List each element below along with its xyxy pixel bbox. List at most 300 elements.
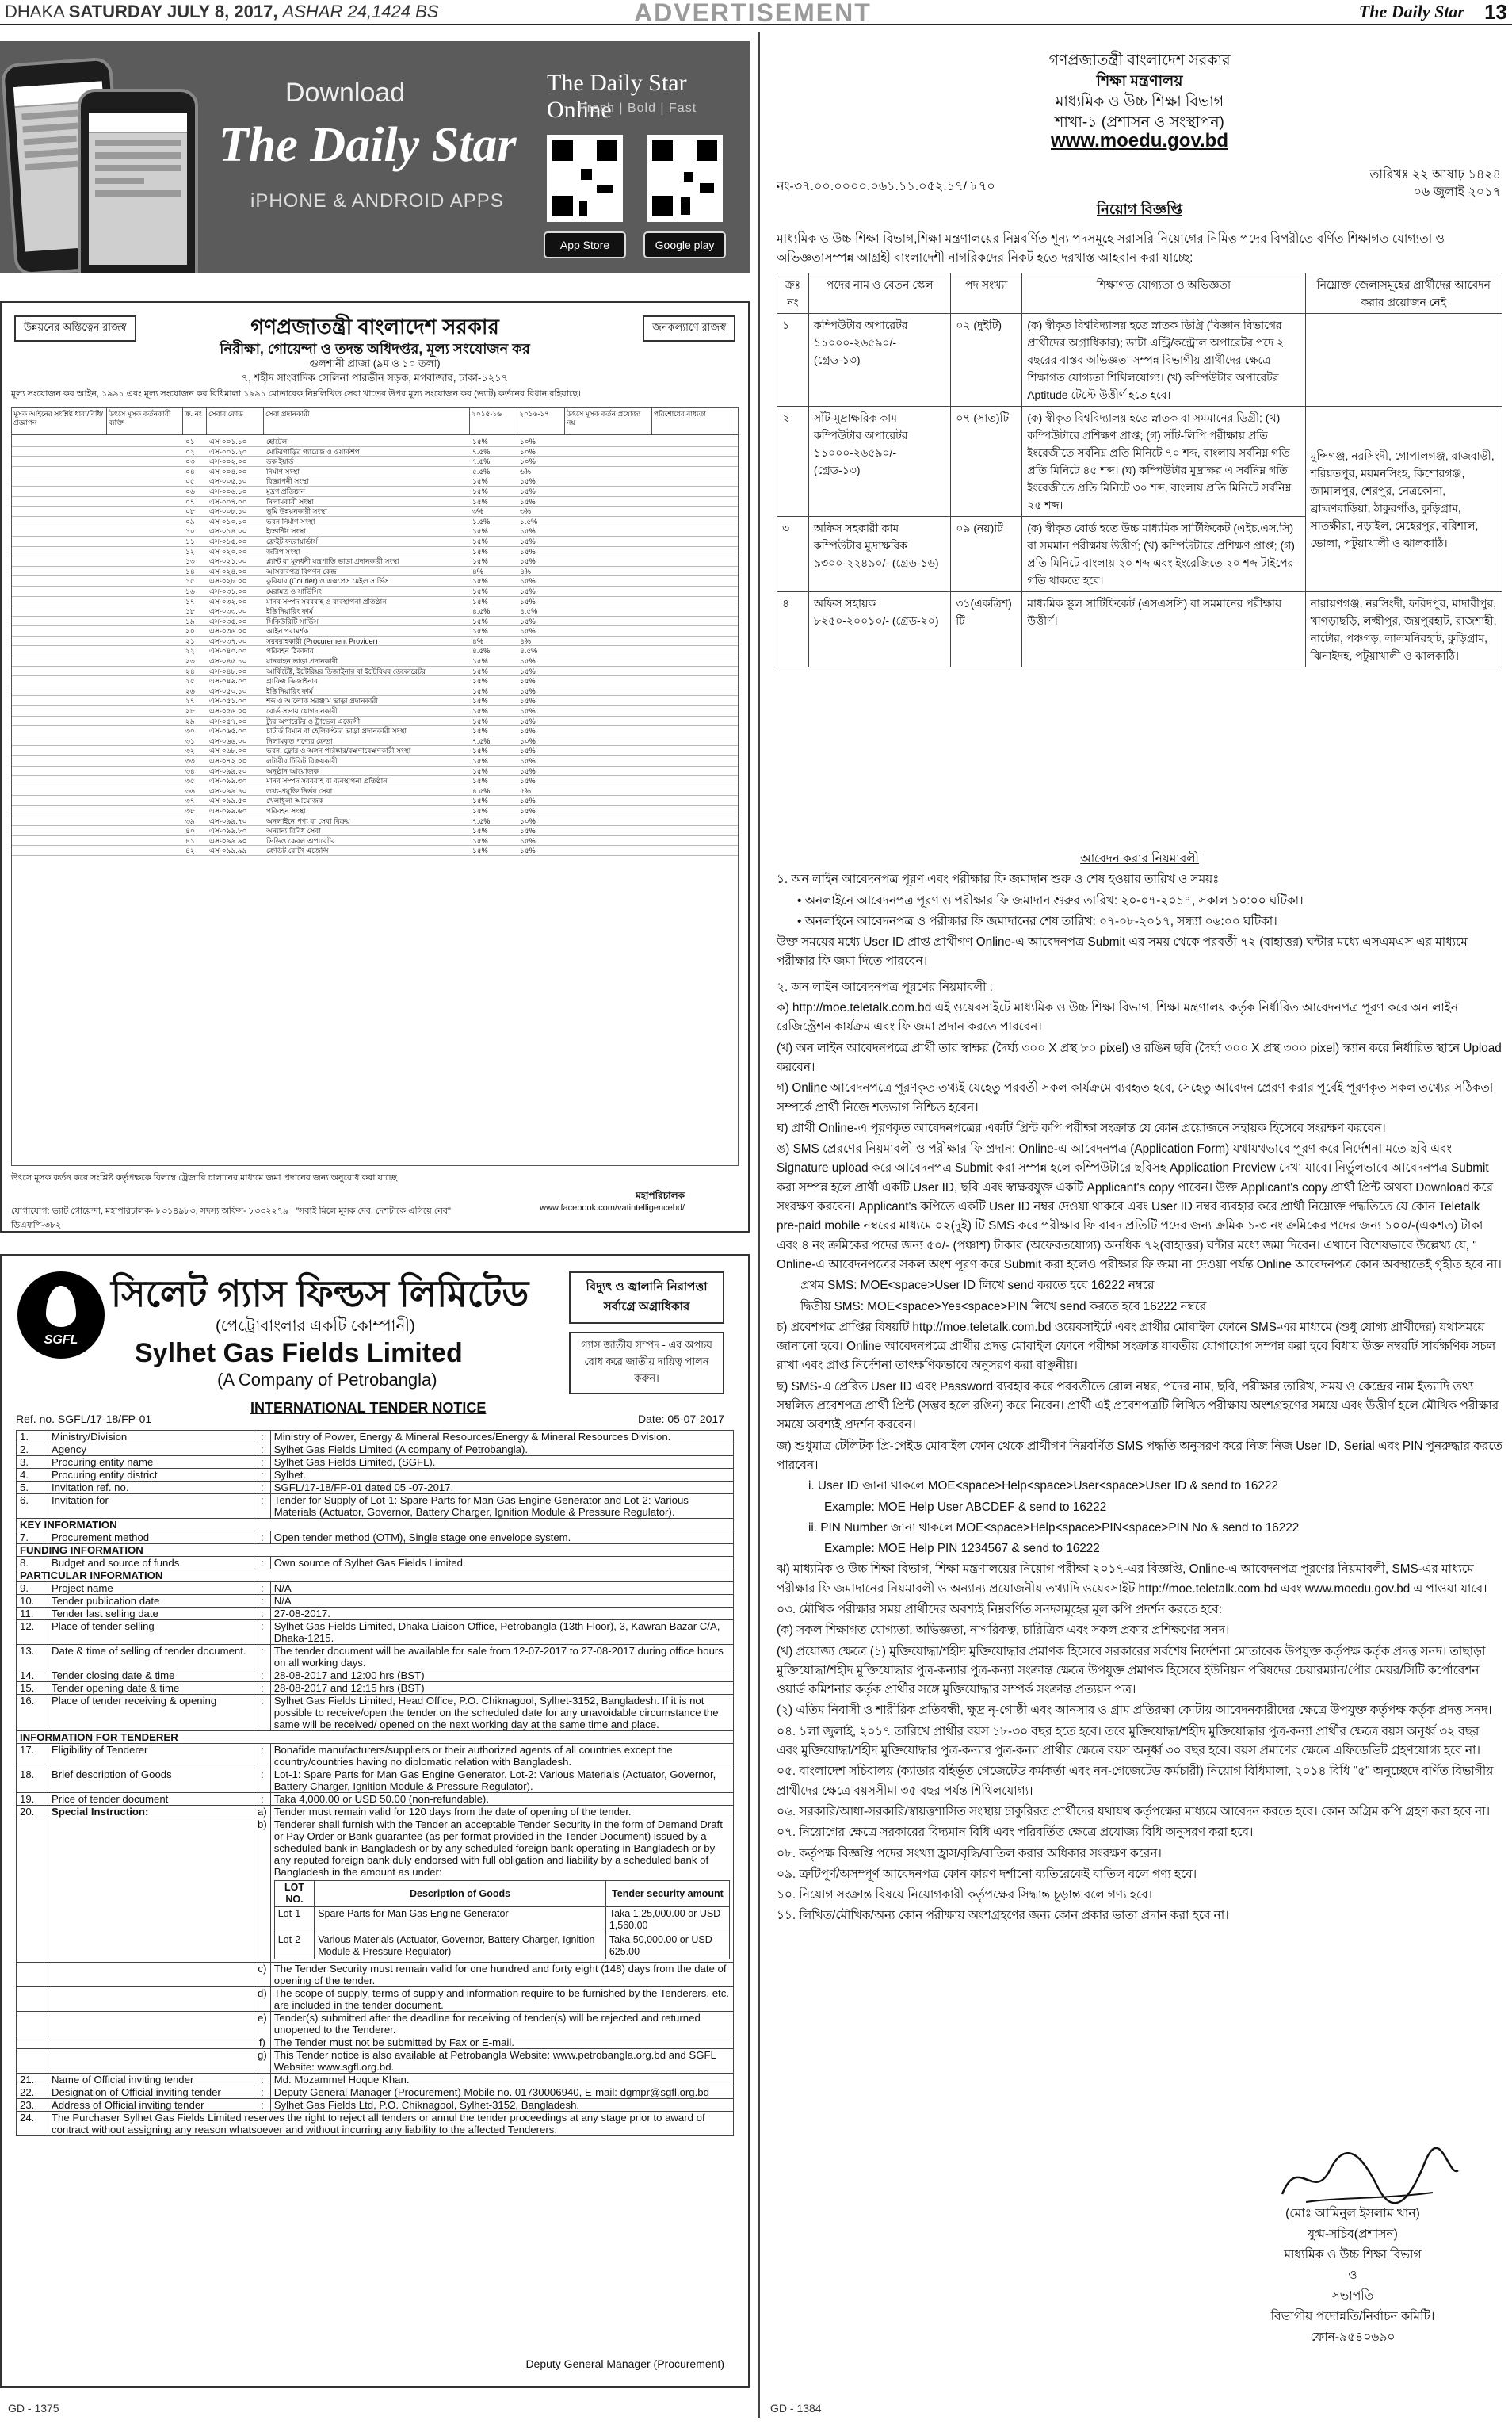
table-row — [17, 1744, 734, 1768]
column-divider — [758, 32, 760, 2418]
app-store-button[interactable]: App Store — [544, 231, 626, 258]
section-title: PARTICULAR INFORMATION — [17, 1569, 734, 1582]
table-row — [12, 846, 738, 856]
table-cell: এস-০৩২.০০ — [209, 597, 247, 606]
table-cell: ৪.৫% — [472, 647, 491, 656]
section-row — [17, 1544, 734, 1557]
table-row — [17, 1531, 734, 1544]
table-row — [12, 587, 738, 597]
row-label: Brief description of Goods — [48, 1768, 254, 1793]
page-number: 13 — [1484, 0, 1507, 24]
table-row — [12, 637, 738, 647]
table-cell: ১০% — [520, 438, 536, 445]
row-label: Place of tender selling — [48, 1620, 254, 1645]
table-cell: ০৯ — [185, 517, 195, 526]
row-label: Address of Official inviting tender — [48, 2099, 254, 2112]
table-row — [12, 556, 738, 567]
row-number: 21. — [17, 2074, 48, 2086]
section-title: FUNDING INFORMATION — [17, 1544, 734, 1557]
lot-row — [274, 1933, 729, 1959]
vat-column-header: মূসক আইনের সংশ্লিষ্ট ধারা/বিধি/প্রজ্ঞাপন — [12, 408, 107, 434]
table-cell: ১৫% — [520, 557, 536, 566]
rule-2j: জ) শুধুমাত্র টেলিটক প্রি-পেইড মোবাইল ফোন থেকে প্রার্থীগণ নিম্নবর্ণিত SMS পদ্ধতি অনুসরণ করে নিজ নিজ User ID, Serial এবং PIN পুনরুদ্ধার করতে পারবেন। — [777, 1439, 1502, 1472]
table-cell: ১৫% — [472, 717, 488, 725]
table-cell: ০৮ — [185, 507, 195, 516]
table-cell: ১৫% — [472, 627, 488, 636]
row-number: 20. — [17, 1806, 48, 1818]
table-cell: ১৫% — [472, 806, 488, 815]
row-label: Name of Official inviting tender — [48, 2074, 254, 2086]
row-number: 3. — [17, 1456, 48, 1469]
table-cell: ৩৯ — [185, 816, 195, 825]
table-cell: ৭.৫% — [472, 457, 491, 466]
row-number: 19. — [17, 1793, 48, 1806]
table-cell: যানবাহন ভাড়া প্রদানকারী — [266, 657, 338, 666]
daily-star-app-promo[interactable] — [0, 41, 750, 273]
lot-cell: Taka 50,000.00 or USD 625.00 — [605, 1933, 729, 1959]
table-cell: ০১ — [185, 438, 195, 445]
lot-cell: Lot-1 — [274, 1907, 314, 1933]
sgfl-slogan-2: গ্যাস জাতীয় সম্পদ - এর অপচয় রোধ করে জাতীয় দায়িত্ব পালন করুন। — [569, 1332, 724, 1394]
row-value: Sylhet. — [270, 1469, 733, 1482]
row-value: Tenderer shall furnish with the Tender an acceptable Tender Security in the form of Demand Draft or Pay Order or Bank guarantee (as per format provided in the Tender Document) issued by a scheduled bank in Bangladesh or by any scheduled foreign bank operating in Bangladesh or by any reputed foreign bank duly endorsed with full obligation and liability by a scheduled bank of Bangladesh in the amount as under: LOT NO. Description of Goods Tender security amount Lot-1 Spare Parts for Man Gas Engine Generator Taka 1,25,000.00 or USD 1,560.00 Lot-2 Various Materials (Actuator, Governor, Battery Charger, Ignition Module & Pressure Regulator) Taka 50,000.00 or USD 625.00 — [270, 1818, 733, 1963]
table-cell: ৩% — [472, 507, 483, 516]
rule-11: ১১. লিখিত/মৌখিক/অন্য কোন পরীক্ষায় অংশগ্রহণের জন্য কোন প্রকার ভাতা প্রদান করা হবে না। — [777, 1909, 1229, 1923]
table-cell: কুরিয়ার (Courier) ও এক্সপ্রেস মেইল সার্ভিস — [266, 577, 389, 586]
table-cell: অন্যান্য বিবিধ সেবা — [266, 827, 321, 835]
table-cell: ১৫% — [472, 686, 488, 695]
table-row — [12, 667, 738, 677]
row-value: Deputy General Manager (Procurement) Mobile no. 01730006940, E-mail: dgmpr@sgfl.org.bd — [270, 2086, 733, 2099]
table-cell: ১৮ — [185, 607, 195, 616]
table-cell: ১৫% — [520, 617, 536, 625]
table-row — [17, 2112, 734, 2136]
table-cell: এস-০৯৯.৫০ — [209, 797, 247, 805]
row-spacer — [12, 736, 183, 746]
table-row — [12, 706, 738, 717]
table-cell: এস-০৯৯.৯০ — [209, 836, 247, 845]
table-cell: ভূমি উন্নয়নকারী সংস্থা — [266, 507, 327, 516]
row-number: 6. — [17, 1494, 48, 1519]
row-label: Agency — [48, 1443, 254, 1456]
moedu-date: তারিখঃ ২২ আষাঢ় ১৪২৪ ০৬ জুলাই ২০১৭ — [1369, 168, 1501, 199]
table-cell: অনুষ্ঠান আয়োজক — [266, 767, 319, 775]
row-value: The tender document will be available for sale from 12-07-2017 to 27-08-2017 during office hours on all working days. — [270, 1645, 733, 1669]
table-cell: ০২ — [185, 447, 195, 456]
table-cell: ০৪ — [185, 467, 195, 476]
phone-image — [78, 89, 198, 273]
table-row — [17, 1793, 734, 1806]
table-cell: এস-০৩৭.০০ — [209, 637, 247, 645]
row-number: 23. — [17, 2099, 48, 2112]
table-cell: ভবন, ফ্লোর ও অঙ্গন পরিষ্কার/রক্ষণাবেক্ষণকারী সংস্থা — [266, 747, 411, 755]
vat-table-header — [12, 408, 738, 435]
row-sep: : — [254, 1620, 271, 1645]
table-cell: ১৫% — [472, 497, 488, 506]
table-row — [17, 1595, 734, 1608]
row-label: Budget and source of funds — [48, 1557, 254, 1569]
table-row — [17, 1963, 734, 1987]
table-cell: ১৫% — [472, 747, 488, 755]
job-row — [777, 592, 1502, 667]
table-row — [12, 686, 738, 697]
table-cell: ১৫% — [472, 657, 488, 666]
table-cell: ১৫% — [472, 438, 488, 445]
row-sep: : — [254, 1595, 271, 1608]
lot-row — [274, 1907, 729, 1933]
table-cell: আসবাবপত্র বিপণন কেন্দ্র — [266, 567, 337, 575]
table-row — [12, 597, 738, 607]
table-row — [17, 1669, 734, 1682]
row-number: 12. — [17, 1620, 48, 1645]
table-row — [12, 537, 738, 547]
table-cell: আর্কিটেক্ট, ইন্টেরিয়র ডিজাইনার বা ইন্টেরিয়র ডেকোরেটর — [266, 667, 426, 675]
moedu-h2: শিক্ষা মন্ত্রণালয় — [1096, 73, 1183, 90]
table-cell: ১০ — [185, 527, 195, 536]
table-row — [12, 796, 738, 806]
table-cell: এস-০৪৯.০০ — [209, 677, 247, 686]
job-cell: ৩ — [777, 517, 809, 592]
table-cell: ১৫% — [520, 597, 536, 606]
table-row — [12, 806, 738, 816]
table-cell: ৪.৫% — [472, 607, 491, 616]
table-cell: ১৫% — [472, 757, 488, 765]
table-cell: এস-০৩৬.০০ — [209, 627, 247, 636]
vat-column-header: ২০১৬-১৭ — [517, 408, 565, 434]
vat-table — [11, 407, 739, 1166]
job-row — [777, 314, 1502, 407]
row-label: Price of tender document — [48, 1793, 254, 1806]
job-cell: অফিস সহায়ক ৮২৫০-২০০১০/- (গ্রেড-২০) — [808, 592, 950, 667]
row-number: 17. — [17, 1744, 48, 1768]
row-sep: : — [254, 1669, 271, 1682]
moedu-title: নিয়োগ বিজ্ঞপ্তি — [1096, 201, 1183, 217]
row-number: 9. — [17, 1582, 48, 1595]
job-cell: মুন্সিগঞ্জ, নরসিংদী, গোপালগঞ্জ, রাজবাড়ী, শরিয়তপুর, ময়মনসিংহ, কিশোরগঞ্জ, জামালপুর, শেরপুর, নেত্রকোনা, ব্রাহ্মণবাড়িয়া, ঠাকুরগাঁও, কুড়িগ্রাম, সাতক্ষীরা, নড়াইল, মেহেরপুর, বরিশাল, ভোলা, পটুয়াখালী ও ঝালকাঠি। — [1305, 407, 1502, 592]
row-spacer — [12, 567, 183, 576]
table-cell: ১৫% — [520, 497, 536, 506]
table-cell: এস-০৪৫.১০ — [209, 657, 247, 666]
rule-7: ০৭. নিয়োগের ক্ষেত্রে সরকারের বিদ্যমান বিধি এবং পরিবর্তিত ক্ষেত্রে প্রযোজ্য বিধি অনুসরণ করা হবে। — [777, 1826, 1254, 1840]
table-cell: ট্যুর অপারেটর ও ট্রাভেল এজেন্সী — [266, 717, 361, 725]
row-sep: : — [254, 1456, 271, 1469]
row-sep: b) — [254, 1818, 271, 1963]
row-number: 10. — [17, 1595, 48, 1608]
row-value: Sylhet Gas Fields Limited, Dhaka Liaison Office, Petrobangla (13th Floor), 3, Kawran Bazar C/A, Dhaka-1215. — [270, 1620, 733, 1645]
rule-1b: • অনলাইনে আবেদনপত্র ও পরীক্ষার ফি জমাদানের শেষ তারিখ: ০৭-০৮-২০১৭, সন্ধ্যা ০৬:০০ ঘটিকা। — [797, 914, 1277, 928]
table-row — [17, 2074, 734, 2086]
job-cell: কম্পিউটার অপারেটর ১১০০০-২৬৫৯০/- (গ্রেড-১৩) — [808, 314, 950, 407]
table-cell: ৩% — [520, 507, 531, 516]
lot-cell: Spare Parts for Man Gas Engine Generator — [315, 1907, 606, 1933]
table-cell: ১৫% — [472, 577, 488, 586]
sms-step-2: দ্বিতীয় SMS: MOE<space>Yes<space>PIN লিখে send করতে হবে 16222 নম্বরে — [800, 1299, 1207, 1313]
table-cell: খেলাধুলা আয়োজক — [266, 797, 324, 805]
row-spacer — [12, 606, 183, 616]
table-cell: ৩৩ — [185, 757, 195, 765]
table-row — [12, 517, 738, 527]
moedu-h1: গণপ্রজাতন্ত্রী বাংলাদেশ সরকার — [1048, 52, 1231, 69]
table-cell: এস-০৯৯.৬০ — [209, 806, 247, 815]
vat-intro: মূল্য সংযোজন কর আইন, ১৯৯১ এবং মূল্য সংযোজন কর বিধিমালা ১৯৯১ মোতাবেক নিম্নলিখিত সেবা খাতের উপর মূল্য সংযোজন কর (ভ্যাট) কর্তনের বিধান রহিয়াছে। — [11, 389, 581, 399]
table-row — [12, 786, 738, 797]
job-cell: ৪ — [777, 592, 809, 667]
table-cell: ১৫% — [520, 707, 536, 716]
table-cell: ১৫% — [520, 767, 536, 775]
help-pin: ii. PIN Number জানা থাকলে MOE<space>Help<space>PIN<space>PIN No & send to 16222 — [808, 1520, 1300, 1535]
row-label — [48, 1818, 254, 1963]
table-cell: ২৩ — [185, 657, 195, 666]
table-cell: ১৫% — [520, 847, 536, 855]
table-cell: ১৫% — [472, 527, 488, 536]
table-cell: ৩৮ — [185, 806, 195, 815]
row-number: 16. — [17, 1695, 48, 1731]
table-cell: এস-০৫৬.০০ — [209, 707, 247, 716]
table-cell: ৩২ — [185, 747, 195, 755]
row-label: Special Instruction: — [48, 1806, 254, 1818]
row-spacer — [12, 637, 183, 646]
table-row — [17, 1682, 734, 1695]
row-sep: a) — [254, 1806, 271, 1818]
row-label: Place of tender receiving & opening — [48, 1695, 254, 1731]
job-cell: (ক) স্বীকৃত বোর্ড হতে উচ্চ মাধ্যমিক সার্টিফিকেট (এইচ.এস.সি) বা সমমান পরীক্ষায় উত্তীর্ণ; (খ) কম্পিউটারে প্রশিক্ষণ প্রাপ্ত; (গ) প্রতি মিনিটে বাংলায় ২০ শব্দ এবং ইংরেজিতে ২০ শব্দ টাইপের গতি থাকতে হবে। — [1022, 517, 1305, 592]
vat-column-header: উৎসে মূসক কর্তন প্রযোজ্য নয় — [565, 408, 652, 434]
row-sep: : — [254, 1695, 271, 1731]
row-label: Project name — [48, 1582, 254, 1595]
row-spacer — [12, 806, 183, 816]
table-row — [12, 826, 738, 836]
row-spacer — [12, 507, 183, 516]
rule-9: ০৯. ত্রুটিপূর্ণ/অসম্পূর্ণ আবেদনপত্র কোন কারণ দর্শানো ব্যতিরেকেই বাতিল বলে গণ্য হবে। — [777, 1867, 1197, 1881]
table-cell: ১৫% — [520, 537, 536, 545]
row-spacer — [12, 547, 183, 556]
row-value: Bonafide manufacturers/suppliers or their authorized agents of all countries except the country/countries having no diplomatic relation with Bangladesh. — [270, 1744, 733, 1768]
table-cell: ০৫ — [185, 477, 195, 486]
table-row — [17, 1431, 734, 1443]
rule-1: ১. অন লাইন আবেদনপত্র পূরণ এবং পরীক্ষার ফি জমাদান শুরু ও শেষ হওয়ার তারিখ ও সময়ঃ — [777, 873, 1220, 887]
table-cell: ১৫% — [472, 727, 488, 736]
table-row — [17, 1482, 734, 1494]
row-spacer — [12, 686, 183, 696]
row-value: Ministry of Power, Energy & Mineral Resources/Energy & Mineral Resources Division. — [270, 1431, 733, 1443]
table-cell: ৩১ — [185, 736, 195, 745]
table-cell: নিলামকৃত পণ্যের ক্রেতা — [266, 736, 333, 745]
rule-10: ১০. নিয়োগ সংক্রান্ত বিষয়ে নিয়োগকারী কর্তৃপক্ষের সিদ্ধান্ত চূড়ান্ত বলে গণ্য হবে। — [777, 1888, 1153, 1902]
row-value: 27-08-2017. — [270, 1608, 733, 1620]
table-cell: ১৫% — [520, 727, 536, 736]
row-sep: : — [254, 2074, 271, 2086]
table-cell: ১৫% — [520, 836, 536, 845]
table-row — [12, 576, 738, 587]
table-cell: এস-০০১.২০ — [209, 447, 247, 456]
row-spacer — [12, 796, 183, 805]
table-row — [12, 447, 738, 457]
table-cell: এস-০৬৫.০০ — [209, 727, 247, 736]
row-sep: : — [254, 1469, 271, 1482]
row-number — [17, 2012, 48, 2036]
table-cell: লটারীর টিকিট বিক্রয়কারী — [266, 757, 338, 765]
row-sep: g) — [254, 2049, 271, 2074]
table-cell: ২৫ — [185, 677, 195, 686]
row-label: Eligibility of Tenderer — [48, 1744, 254, 1768]
table-row — [17, 1806, 734, 1818]
row-sep: : — [254, 1531, 271, 1544]
job-row — [777, 407, 1502, 517]
table-row — [12, 836, 738, 847]
table-cell: ১৫% — [472, 597, 488, 606]
qr-code-icon[interactable] — [647, 135, 723, 222]
table-cell: এস-০৫৭.০০ — [209, 717, 247, 725]
table-cell: ১৭ — [185, 597, 195, 606]
sgfl-sub-bn: (পেট্রোবাংলার একটি কোম্পানী) — [216, 1317, 415, 1335]
vat-label-right: জনকল্যাণে রাজস্ব — [643, 315, 735, 342]
row-label: Tender opening date & time — [48, 1682, 254, 1695]
moedu-recruitment-notice — [767, 41, 1512, 2388]
row-sep: : — [254, 1431, 271, 1443]
table-row — [12, 497, 738, 507]
row-value: Tender for Supply of Lot-1: Spare Parts for Man Gas Engine Generator and Lot-2: Various Materials (Actuator, Governor, Battery Charger, Ignition Module & Pressure Regulator). — [270, 1494, 733, 1519]
row-spacer — [12, 726, 183, 736]
table-cell: ১৫% — [520, 686, 536, 695]
job-cell: ০২ (দুইটি) — [951, 314, 1022, 407]
row-number: 18. — [17, 1768, 48, 1793]
row-number: 14. — [17, 1669, 48, 1682]
row-sep: : — [254, 1443, 271, 1456]
rule-3g: (২) এতিম নিবাসী ও শারীরিক প্রতিবন্ধী, ক্ষুদ্র নৃ-গোষ্ঠী এবং আনসার ও গ্রাম প্রতিরক্ষা কোটায় আবেদনকারীদের ক্ষেত্রে উপযুক্ত কর্তৃপক্ষ কর্তৃক প্রদত্ত সনদ। — [777, 1703, 1492, 1718]
table-cell: ১৫% — [472, 697, 488, 705]
table-cell: ১৫% — [472, 667, 488, 675]
row-spacer — [12, 826, 183, 835]
table-cell: এস-০৪০.০০ — [209, 647, 247, 656]
table-cell: মুদ্রণ প্রতিষ্ঠান — [266, 487, 305, 495]
table-cell: ক্রেডিট রেটিং এজেন্সি — [266, 847, 329, 855]
vat-title: গণপ্রজাতন্ত্রী বাংলাদেশ সরকার — [250, 315, 499, 338]
table-cell: ইঞ্জিনিয়ারিং ফার্ম — [266, 686, 313, 695]
moedu-h3: মাধ্যমিক ও উচ্চ শিক্ষা বিভাগ — [1055, 94, 1224, 110]
table-cell: এস-০৫০.১০ — [209, 686, 247, 695]
table-cell: এস-০০২.০০ — [209, 457, 247, 466]
row-number: 1. — [17, 1431, 48, 1443]
table-cell: এস-০৯৯.৯৯ — [209, 847, 247, 855]
lot-cell: Various Materials (Actuator, Governor, Battery Charger, Ignition Module & Pressure Regulator) — [315, 1933, 606, 1959]
table-cell: ইঞ্জিনিয়ারিং ফার্ম — [266, 607, 313, 616]
gd-number: GD - 1375 — [8, 2402, 59, 2414]
table-row — [12, 437, 738, 447]
table-cell: ১০% — [520, 736, 536, 745]
table-cell: ২৭ — [185, 697, 195, 705]
vat-address: ৭, শহীদ সাংবাদিক সেলিনা পারভীন সড়ক, মগবাজার, ঢাকা-১২১৭ — [241, 372, 509, 384]
row-number: 15. — [17, 1682, 48, 1695]
row-label: Tender publication date — [48, 1595, 254, 1608]
row-spacer — [12, 447, 183, 457]
rule-4: ০৪. ১লা জুলাই, ২০১৭ তারিখে প্রার্থীর বয়স ১৮-৩০ বছর হতে হবে। তবে মুক্তিযোদ্ধা/শহীদ মুক্তিযোদ্ধার পুত্র-কন্যা প্রার্থীর ক্ষেত্রে বয়স অনূর্ধ্ব ৩২ বছর এবং মুক্তিযোদ্ধা/শহীদ মুক্তিযোদ্ধার পুত্র-কন্যার পুত্র-কন্যা প্রার্থীর ক্ষেত্রে বয়স অনূর্ধ্ব ৩০ বছর হবে। বয়স প্রমাণের ক্ষেত্রে এফিডেভিট গ্রহণযোগ্য হবে না। — [777, 1724, 1480, 1758]
row-value: Lot-1: Spare Parts for Man Gas Engine Generator. Lot-2: Various Materials (Actuator, Governor, Battery Charger, Ignition Module & Pressure Regulator). — [270, 1768, 733, 1793]
table-cell: ১৫% — [472, 767, 488, 775]
row-spacer — [12, 746, 183, 755]
table-cell: ভবন নির্মাণ সংস্থা — [266, 517, 315, 526]
masthead: The Daily Star — [1358, 2, 1464, 21]
job-cell: ২ — [777, 407, 809, 517]
table-cell: ১৫% — [472, 537, 488, 545]
lot-table — [274, 1880, 730, 1959]
row-sep: e) — [254, 2012, 271, 2036]
table-row — [17, 1469, 734, 1482]
row-value: Sylhet Gas Fields Limited, Head Office, P.O. Chiknagool, Sylhet-3152, Bangladesh. If it is not possible to receive/open the tender on the scheduled date for any unavoidable circumstance the same will be received/ opened on the next working day at the same time and place. — [270, 1695, 733, 1731]
table-cell: ৩০ — [185, 727, 195, 736]
table-row — [12, 606, 738, 617]
row-value: Sylhet Gas Fields Ltd, P.O. Chiknagool, Sylhet-3152, Bangladesh. — [270, 2099, 733, 2112]
row-spacer — [12, 467, 183, 476]
row-number: 22. — [17, 2086, 48, 2099]
table-cell: এস-০১০.১০ — [209, 517, 247, 526]
vat-facebook[interactable]: www.facebook.com/vatintelligencebd/ — [540, 1203, 685, 1213]
table-cell: ০৩ — [185, 457, 195, 466]
vat-ref: ডিএফপি-৩৮২ — [11, 1221, 62, 1230]
row-number — [17, 1963, 48, 1987]
row-label: Tender last selling date — [48, 1608, 254, 1620]
vat-address: গুলশানী প্রাজা (৯ম ও ১০ তলা) — [309, 357, 441, 369]
table-cell: হোটেল — [266, 438, 288, 445]
table-cell: ৩৫ — [185, 777, 195, 786]
promo-online-title: The Daily Star Online — [547, 70, 687, 123]
rules-title: আবেদন করার নিয়মাবলী — [1080, 852, 1199, 866]
vat-column-header: সেবার কোড — [207, 408, 264, 434]
table-cell: এস-০৯৯.৭০ — [209, 816, 247, 825]
row-number: 4. — [17, 1469, 48, 1482]
table-cell: ১৫% — [520, 667, 536, 675]
row-sep: : — [254, 1557, 271, 1569]
table-cell: ১৫% — [520, 527, 536, 536]
lot-cell: Taka 1,25,000.00 or USD 1,560.00 — [605, 1907, 729, 1933]
row-sep: : — [254, 1768, 271, 1793]
job-cell — [1305, 314, 1502, 407]
table-cell: ১৫% — [472, 797, 488, 805]
table-cell: ১৫% — [520, 757, 536, 765]
table-cell: নির্মাণ সংস্থা — [266, 467, 300, 476]
job-column-header: শিক্ষাগত যোগ্যতা ও অভিজ্ঞতা — [1022, 273, 1305, 314]
moedu-url[interactable]: www.moedu.gov.bd — [1051, 130, 1228, 151]
table-row — [17, 2036, 734, 2049]
vat-notice — [0, 301, 750, 1233]
row-spacer — [12, 587, 183, 596]
table-cell: ১৯ — [185, 617, 195, 625]
row-value: N/A — [270, 1582, 733, 1595]
row-value: 28-08-2017 and 12:00 hrs (BST) — [270, 1669, 733, 1682]
moedu-intro: মাধ্যমিক ও উচ্চ শিক্ষা বিভাগ,শিক্ষা মন্ত্রণালয়ের নিম্নবর্ণিত শূন্য পদসমূহে সরাসরি নিয়োগের নিমিত্ত পদের বিপরীতে বর্ণিত শিক্ষাগত যোগ্যতা ও অভিজ্ঞতাসম্পন্ন আগ্রহী বাংলাদেশী নাগরিকদের নিকট হতে দরখাস্ত আহবান করা যাচ্ছে: — [777, 232, 1445, 265]
table-row — [12, 676, 738, 686]
table-row — [17, 2099, 734, 2112]
row-spacer — [12, 696, 183, 705]
table-row — [12, 736, 738, 747]
google-play-button[interactable]: Google play — [643, 231, 726, 258]
qr-code-icon[interactable] — [547, 135, 623, 222]
table-row — [17, 2049, 734, 2074]
vat-label-left: উন্নয়নের অস্তিত্বেন রাজস্ব — [14, 315, 136, 342]
row-value: N/A — [270, 1595, 733, 1608]
sgfl-tender-table — [16, 1430, 734, 2136]
rule-2k: ক) http://moe.teletalk.com.bd এই ওয়েবসাইটে মাধ্যমিক ও উচ্চ শিক্ষা বিভাগ, শিক্ষা মন্ত্রণালয় কর্তৃক নির্ধারিত আবেদনপত্র পূরণ করে অন লাইন রেজিস্ট্রেশন কার্যক্রম এবং ফি জমা প্রদান করতে পারবেন। — [777, 1001, 1458, 1034]
job-column-header: নিম্নোক্ত জেলাসমূহের প্রার্থীদের আবেদন করার প্রয়োজন নেই — [1305, 273, 1502, 314]
job-column-header: পদের নাম ও বেতন স্কেল — [808, 273, 950, 314]
table-cell: ৭.৫% — [472, 816, 491, 825]
table-cell: সিকিউরিটি সার্ভিস — [266, 617, 319, 625]
table-cell: ১৩ — [185, 557, 195, 566]
table-cell: ২০ — [185, 627, 195, 636]
table-cell: ১৫% — [520, 827, 536, 835]
table-row — [12, 626, 738, 637]
table-cell: ৪% — [520, 567, 531, 575]
table-cell: ১৫% — [520, 657, 536, 666]
